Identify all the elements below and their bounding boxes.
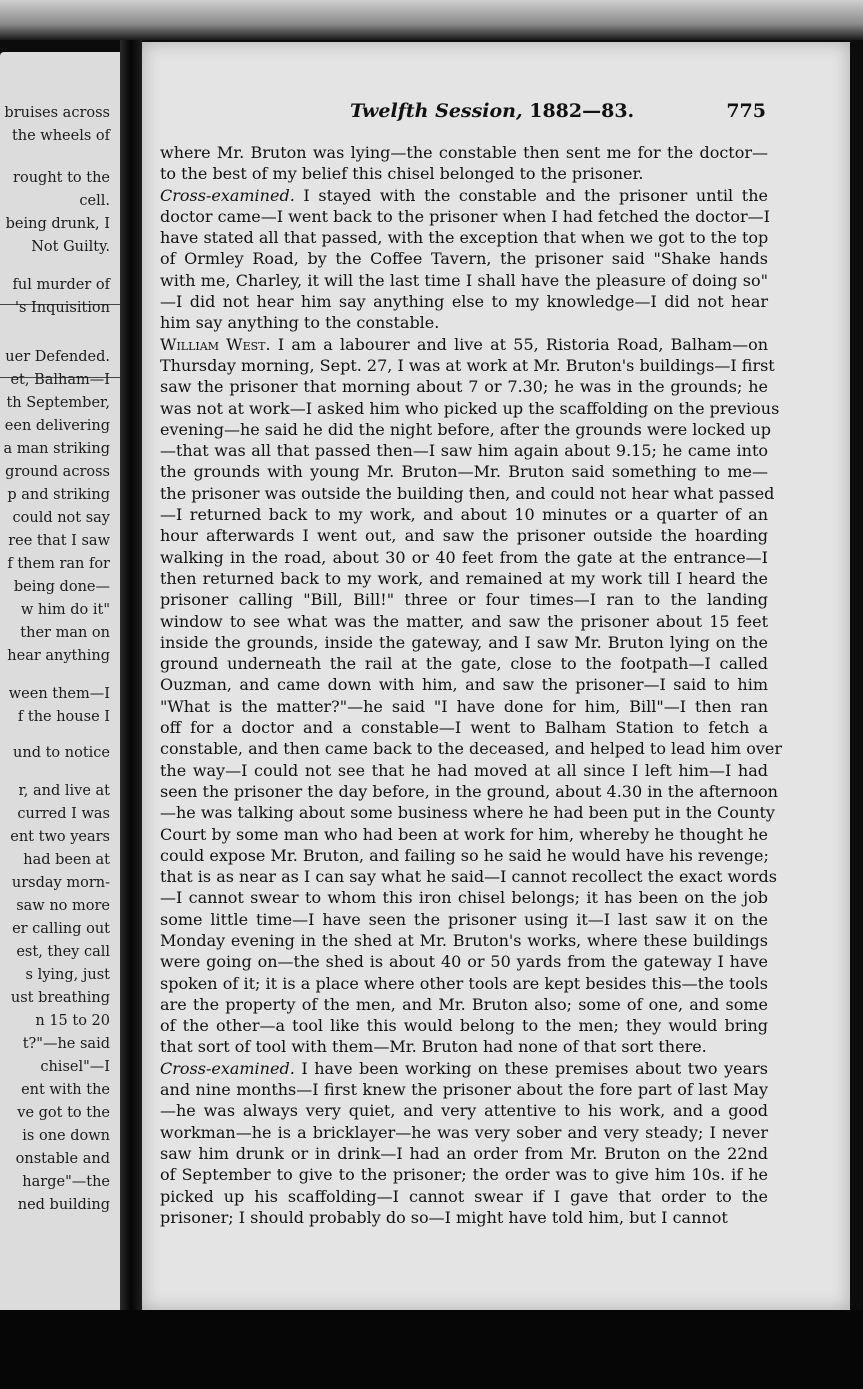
body-line: are the property of the men, and Mr. Bruton also; some of one, and some: [160, 994, 768, 1014]
body-line: the way—I could not see that he had moved at all since I left him—I had: [160, 760, 768, 780]
body-line: spoken of it; it is a place where other tools are kept besides this—the tools: [160, 973, 768, 993]
left-page-line: a man striking: [3, 441, 110, 457]
body-line: off for a doctor and a constable—I went to Balham Station to fetch a: [160, 718, 768, 738]
body-line: to the best of my belief this chisel belonged to the prisoner.: [160, 164, 644, 184]
body-line: "What is the matter?"—he said "I have done for him, Bill"—I then ran: [160, 696, 768, 716]
body-line: doctor came—I went back to the prisoner when I had fetched the doctor—I: [160, 206, 770, 226]
body-line: Cross-examined. I have been working on these premises about two years: [160, 1058, 768, 1078]
body-line: picked up his scaffolding—I cannot swear if I gave that order to the: [160, 1186, 768, 1206]
left-page-line: curred I was: [17, 806, 110, 822]
book-gutter: [120, 40, 142, 1330]
left-page-line: bruises across: [4, 105, 110, 121]
left-page-line: ween them—I: [8, 686, 110, 702]
body-line: could expose Mr. Bruton, and failing so he said he would have his revenge;: [160, 845, 769, 865]
left-page-line: th September,: [6, 395, 110, 411]
left-page-line: ned building: [17, 1197, 110, 1213]
left-page-line: er calling out: [12, 921, 110, 937]
body-line: —I cannot swear to whom this iron chisel belongs; it has been on the job: [160, 888, 768, 908]
left-page-line: ful murder of: [12, 277, 110, 293]
body-line: with me, Charley, it will the last time I shall have the pleasure of doing so": [160, 270, 768, 290]
body-line: of the other—a tool like this would belong to the men; they would bring: [160, 1016, 768, 1036]
left-page-line: ground across: [5, 464, 110, 480]
left-page-line: ent with the: [21, 1082, 110, 1098]
left-page-fragment: [0, 52, 120, 1322]
body-line: Monday evening in the shed at Mr. Bruton's works, where these buildings: [160, 930, 768, 950]
left-page-line: the wheels of: [11, 128, 110, 144]
left-page-line: being drunk, I: [5, 216, 110, 232]
left-page-line: uer Defended.: [5, 349, 110, 365]
left-page-line: r, and live at: [18, 783, 110, 799]
left-page-line: ent two years: [10, 829, 110, 845]
session-title-italic: Twelfth Session,: [350, 100, 523, 122]
left-page-line: est, they call: [16, 944, 110, 960]
body-line: prisoner calling "Bill, Bill!" three or four times—I ran to the landing: [160, 590, 768, 610]
session-title: [350, 100, 634, 122]
running-header: [160, 100, 770, 126]
left-page-line: een delivering: [4, 418, 110, 434]
left-page-line: s lying, just: [25, 967, 110, 983]
body-line: —I did not hear him say anything else to my knowledge—I did not hear: [160, 292, 768, 312]
left-page-line: had been at: [23, 852, 110, 868]
left-page-line: hear anything: [7, 648, 110, 664]
left-page-line: ust breathing: [10, 990, 110, 1006]
bottom-edge: [0, 1310, 863, 1389]
body-line: inside the grounds, inside the gateway, and I saw Mr. Bruton lying on the: [160, 632, 768, 652]
body-line: —he was always very quiet, and very attentive to his work, and a good: [160, 1101, 768, 1121]
body-line: William West. I am a labourer and live at 55, Ristoria Road, Balham—on: [160, 334, 768, 354]
left-page-line: n 15 to 20: [35, 1013, 110, 1029]
body-line: workman—he is a bricklayer—he was very sober and very steady; I never: [160, 1122, 768, 1142]
body-line: hour afterwards I went out, and saw the prisoner outside the hoarding: [160, 526, 768, 546]
left-page-line: p and striking: [7, 487, 110, 503]
left-page-line: harge"—the: [22, 1174, 110, 1190]
body-line: evening—he said he did the night before, after the grounds were locked up: [160, 419, 772, 439]
body-line: —I returned back to my work, and about 10 minutes or a quarter of an: [160, 505, 768, 525]
body-line: the prisoner was outside the building then, and could not hear what passed: [160, 483, 775, 503]
body-line: where Mr. Bruton was lying—the constable then sent me for the doctor—: [160, 143, 768, 162]
left-page-line: chisel"—I: [40, 1059, 110, 1075]
body-line: —that was all that passed then—I saw him again about 9.15; he came into: [160, 441, 768, 461]
body-line: prisoner; I should probably do so—I might have told him, but I cannot: [160, 1207, 728, 1227]
body-line: some little time—I have seen the prisoner using it—I last saw it on the: [160, 909, 768, 929]
body-line: Cross-examined. I stayed with the constable and the prisoner until the: [160, 185, 768, 205]
left-page-line: ve got to the: [17, 1105, 110, 1121]
left-page-line: cell.: [79, 193, 110, 209]
page-body-text: [160, 142, 782, 1228]
body-line: of September to give to the prisoner; the order was to give him 10s. if he: [160, 1165, 768, 1185]
left-page-line: could not say: [12, 510, 110, 526]
body-line: was not at work—I asked him who picked up the scaffolding on the previous: [160, 398, 780, 418]
top-edge: [0, 0, 863, 40]
body-line: —he was talking about some business where he had been put in the County: [160, 803, 775, 823]
left-page-line: ther man on: [20, 625, 110, 641]
body-line: that is as near as I can say what he said—I cannot recollect the exact words: [160, 867, 777, 887]
left-page-line: ree that I saw: [8, 533, 110, 549]
body-line: saw the prisoner that morning about 7 or 7.30; he was in the grounds; he: [160, 377, 768, 397]
body-line: the grounds with young Mr. Bruton—Mr. Bruton said something to me—: [160, 462, 768, 482]
left-page-line: f the house I: [17, 709, 110, 725]
body-line: that sort of tool with them—Mr. Bruton had none of that sort there.: [160, 1037, 707, 1057]
body-line: then returned back to my work, and remained at my work till I heard the: [160, 568, 768, 588]
body-line: have stated all that passed, with the exception that when we got to the top: [160, 228, 769, 248]
body-line: window to see what was the matter, and saw the prisoner about 15 feet: [160, 611, 768, 631]
body-line: Thursday morning, Sept. 27, I was at work at Mr. Bruton's buildings—I first: [160, 355, 775, 375]
left-page-line: 's Inquisition: [15, 300, 110, 316]
left-page-line: rought to the: [13, 170, 110, 186]
body-line: saw him drunk or in drink—I had an order from Mr. Bruton on the 22nd: [160, 1143, 768, 1163]
left-page-line: und to notice: [13, 745, 110, 761]
left-page-line: saw no more: [16, 898, 110, 914]
left-page-line: being done—: [13, 579, 110, 595]
body-line: of Ormley Road, by the Coffee Tavern, the prisoner said "Shake hands: [160, 249, 768, 269]
body-line: seen the prisoner the day before, in the ground, about 4.30 in the afternoon: [160, 781, 778, 801]
left-page-line: ursday morn-: [11, 875, 110, 891]
body-line: ground underneath the rail at the gate, close to the footpath—I called: [160, 654, 768, 674]
body-line: constable, and then came back to the deceased, and helped to lead him over: [160, 739, 782, 759]
left-page-line: Not Guilty.: [31, 239, 110, 255]
left-page-line: t?"—he said: [22, 1036, 110, 1052]
left-page-line: et, Balham—I: [10, 372, 110, 388]
body-line: and nine months—I first knew the prisoner about the fore part of last May: [160, 1080, 768, 1100]
body-line: walking in the road, about 30 or 40 feet from the gate at the entrance—I: [160, 547, 768, 567]
page-number: 775: [726, 100, 766, 122]
left-page-line: is one down: [22, 1128, 110, 1144]
session-years: 1882—83.: [522, 100, 635, 122]
body-line: were going on—the shed is about 40 or 50 yards from the gateway I have: [160, 952, 768, 972]
left-page-line: w him do it": [20, 602, 110, 618]
body-line: Ouzman, and came down with him, and saw the prisoner—I said to him: [160, 675, 768, 695]
left-page-line: f them ran for: [7, 556, 110, 572]
left-page-line: onstable and: [15, 1151, 110, 1167]
body-line: Court by some man who had been at work for him, whereby he thought he: [160, 824, 768, 844]
body-line: him say anything to the constable.: [160, 313, 440, 333]
